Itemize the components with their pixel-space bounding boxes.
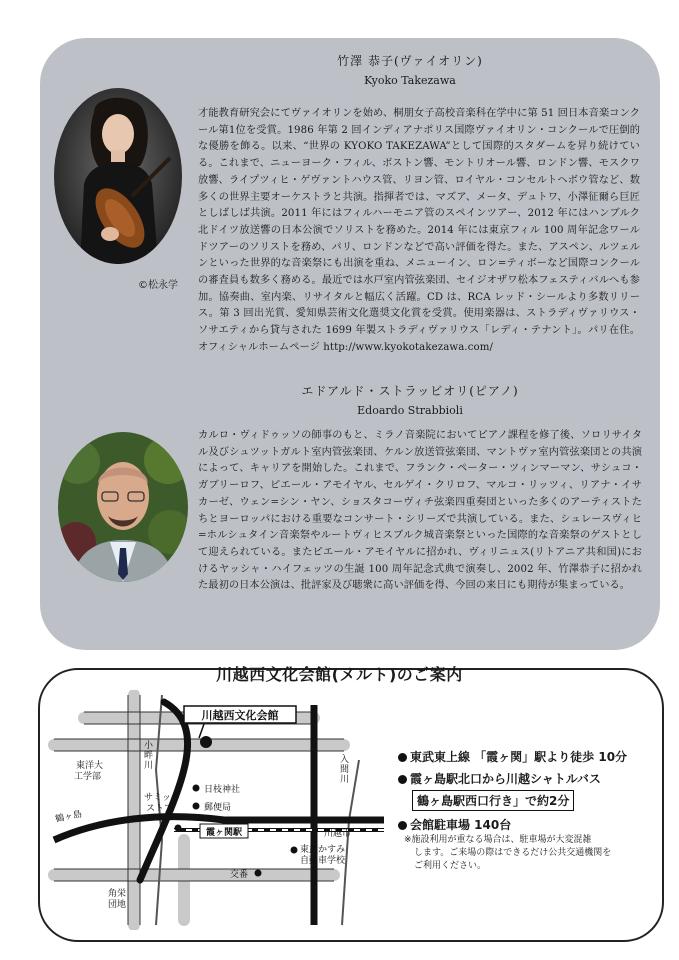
map-label-post-office: 郵便局	[204, 802, 232, 812]
map-label-police-box: 交番	[230, 869, 249, 879]
pianist-photo	[58, 432, 188, 582]
map-label-iruma-river: 入間川	[340, 754, 350, 784]
access-map	[44, 690, 394, 930]
venue-guide-title: 川越西文化会館(メルト)のご案内	[216, 665, 463, 684]
map-venue-label: 川越西文化会館	[201, 710, 279, 722]
performer2-header	[200, 382, 620, 417]
access-item-2b: 鶴ヶ島駅西口行き」で約2分	[412, 790, 574, 811]
performer1-name: 竹澤 恭子(ヴァイオリン)	[337, 54, 483, 68]
map-label-summit-store: サミットストア	[144, 792, 180, 813]
access-item-3: 会館駐車場 140台	[398, 816, 511, 833]
map-label-kawagoe-city: 川越市	[324, 828, 352, 838]
map-label-station: 霞ヶ関駅	[205, 827, 243, 837]
performer2-name: エドアルド・ストラッビオリ(ピアノ)	[301, 384, 519, 398]
map-label-kohata-river: 小畔川	[144, 740, 154, 770]
access-item-2: 霞ヶ島駅北口から川越シャトルバス	[398, 770, 601, 787]
access-item-1: 東武東上線 「霞ヶ関」駅より徒歩 10分	[398, 748, 627, 765]
photo-credit: ©松永学	[138, 280, 178, 291]
bullet-icon	[398, 753, 407, 762]
bullet-icon	[398, 821, 407, 830]
violinist-photo	[54, 88, 182, 264]
performer2-bio: カルロ・ヴィドゥッソの師事のもと、ミラノ音楽院においてピアノ課程を修了後、ソロリサイタル及びシュツットガルト室内管弦楽団、ケルン放送管弦楽団、マントヴァ室内管弦楽団との共演によって、キャリアを開始した。これまで、フランク・ペーター・ツィンマーマン、サシュコ・ガブリーロフ、ピエール・アモイヤル、セルゲイ・クリロフ、マルコ・リッツィ、リアナ・イサカーゼ、ウェン=シン・ヤン、ショスタコーヴィチ弦楽四重奏団といった多くのアーティストたちとヨーロッパにおける重要なコンサート・シリーズで共演している。また、シュレースヴィヒ=ホルシュタイン音楽祭やルートヴィヒスブルク城音楽祭といった国際的な音楽祭のゲストとして迎えられている。またピエール・アモイヤルに招かれ、ヴィリニュス(リトアニア共和国)におけるヤッシャ・ハイフェッツの生誕 100 周年記念式典で演奏し、2002 年、竹澤恭子に招かれた最初の日本公演は、批評家及び聴衆に高い評価を得、今回の来日にも期待が集まっている。	[198, 430, 642, 592]
map-label-tsurugashima: 鶴ヶ島	[54, 808, 83, 824]
performer2-name-roman: Edoardo Strabbioli	[357, 404, 463, 417]
performer1-header	[200, 52, 620, 87]
bullet-icon	[398, 775, 407, 784]
performer1-name-roman: Kyoko Takezawa	[364, 74, 456, 87]
map-label-toyo-univ: 東洋大工学部	[74, 760, 104, 781]
map-label-hie-shrine: 日枝神社	[204, 784, 241, 794]
map-label-kakuei-danchi: 角栄団地	[108, 888, 127, 909]
parking-note: ※施設利用が重なる場合は、駐車場が大変混雑 します。ご来場の際はできるだけ公共交通機関を ご利用ください。	[404, 835, 612, 871]
performer1-bio: 才能教育研究会にてヴァイオリンを始め、桐朋女子高校音楽科在学中に第 51 回日本音楽コンクール第1位を受賞。1986 年第 2 回インディアナポリス国際ヴァイオリン・コンクールで圧倒的な優勝を飾る。以来、“世界の KYOKO TAKEZAWA”として国際的スタダームを昇り続けている。これまで、ニューヨーク・フィル、ボストン響、モントリオール響、ロンドン響、モスクワ放響、ライプツィヒ・ゲヴァントハウス管、リヨン管、ロイヤル・コンセルトヘボウ管など、数多くの世界主要オーケストラと共演。指揮者では、マズア、メータ、デュトワ、小澤征爾ら巨匠としばしば共演。2011 年にはフィルハーモニア管のスペインツアー、2012 年にはハンブルク北ドイツ放送響の日本公演でソリストを務めた。2014 年には東京フィル 100 周年記念ワールドツアーのソリストを務め、パリ、ロンドンなどで高い評価を得た。また、アスペン、ルツェルンといった世界的な音楽祭にも出演を重ね、メニューイン、ロン=ティボーなど国際コンクールの審査員も数多く務める。最近では水戸室内管弦楽団、セイジオザワ松本フェスティバルへも参加。協奏曲、室内楽、リサイタルと幅広く活躍。CD は、RCA レッド・シールより多数リリース。第 3 回出光賞、愛知県芸術文化選奨文化賞を受賞。使用楽器は、ストラディヴァリウス・ソサエティから貸与された 1699 年製ストラディヴァリウス「レディ・テナント」。パリ在住。 オフィシャルホームページ http://www.kyokotakezawa.com/	[198, 108, 640, 353]
map-label-driving-school: 東武かすみ自動車学校	[300, 844, 346, 865]
